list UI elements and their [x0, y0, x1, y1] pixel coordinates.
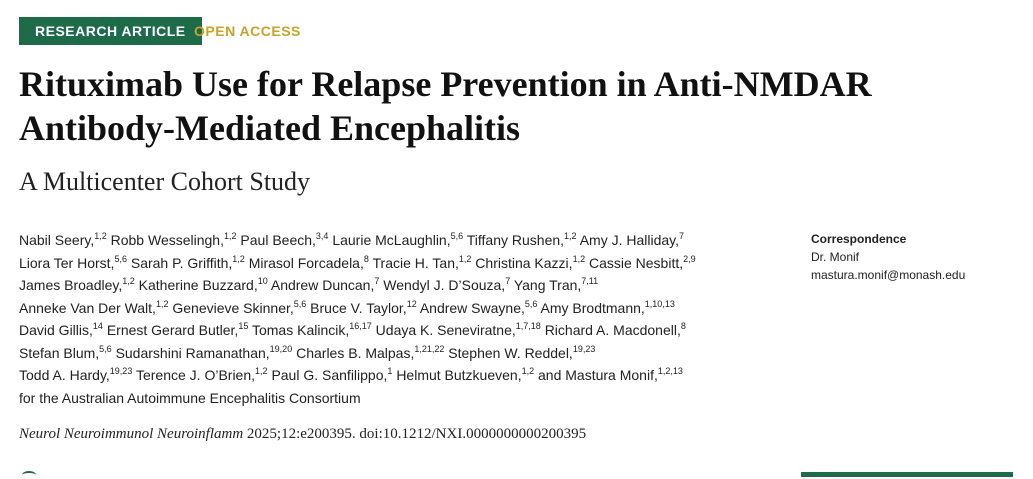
author[interactable]: Tiffany Rushen,$^{1,2}$ [466, 231, 577, 248]
author[interactable]: Katherine Buzzard,$^{10}$ [138, 276, 268, 293]
citation [19, 423, 586, 445]
author[interactable]: Charles B. Malpas,$^{1,21,22}$ [296, 343, 445, 361]
correspondence [811, 230, 1021, 284]
article-type-badge: RESEARCH ARTICLE [19, 17, 202, 45]
author[interactable]: Amy Brodtmann,$^{1,10,13}$ [540, 298, 675, 316]
author[interactable]: Liora Ter Horst,$^{5,6}$ [19, 253, 127, 271]
author-list [19, 229, 799, 409]
author[interactable]: Bruce V. Taylor,$^{12}$ [310, 298, 417, 316]
author[interactable]: Cassie Nesbitt,$^{2,9}$ [588, 253, 696, 271]
author[interactable]: Richard A. Macdonell,$^8$ [544, 321, 686, 338]
author[interactable]: Ernest Gerard Butler,$^{15}$ [106, 321, 249, 338]
author[interactable]: Sarah P. Griffith,$^{1,2}$ [130, 253, 245, 271]
leaf-icon [22, 471, 36, 479]
author[interactable]: Stephen W. Reddel,$^{19,23}$ [448, 343, 596, 361]
author[interactable]: Yang Tran,$^{7,11}$ [513, 276, 599, 293]
author[interactable]: Anneke Van Der Walt,$^{1,2}$ [19, 298, 169, 316]
correspondence-name: Dr. Monif [811, 250, 860, 264]
author[interactable]: Wendyl J. D’Souza,$^7$ [383, 276, 511, 293]
author[interactable]: Genevieve Skinner,$^{5,6}$ [172, 298, 307, 316]
author[interactable]: Stefan Blum,$^{5,6}$ [19, 343, 112, 361]
consortium: for the Australian Autoimmune Encephalitis Consortium [19, 389, 361, 406]
article-subtitle: A Multicenter Cohort Study [19, 167, 311, 196]
author[interactable]: Terence J. O’Brien,$^{1,2}$ [135, 366, 268, 383]
author[interactable]: Christina Kazzi,$^{1,2}$ [475, 253, 586, 271]
author[interactable]: David Gillis,$^{14}$ [19, 321, 103, 338]
author[interactable]: Mirasol Forcadela,$^8$ [248, 253, 369, 271]
author[interactable]: Helmut Butzkueven,$^{1,2}$ [396, 366, 535, 383]
author[interactable]: Andrew Swayne,$^{5,6}$ [419, 298, 538, 316]
author[interactable]: Tomas Kalincik,$^{16,17}$ [251, 321, 372, 338]
author[interactable]: Paul Beech,$^{3,4}$ [240, 231, 329, 248]
author[interactable]: James Broadley,$^{1,2}$ [19, 276, 135, 293]
journal-name: Neurol Neuroimmunol Neuroinflamm [19, 426, 244, 442]
open-access-label: OPEN ACCESS [194, 23, 301, 39]
citation-details[interactable]: 2025;12:e200395. doi:10.1212/NXI.0000000000200395 [246, 426, 587, 442]
correspondence-email[interactable]: mastura.monif@monash.edu [811, 268, 966, 282]
author[interactable]: Sudarshini Ramanathan,$^{19,20}$ [115, 343, 293, 361]
author[interactable]: Andrew Duncan,$^7$ [270, 276, 380, 293]
green-accent-bar [801, 472, 1013, 477]
article-title: Rituximab Use for Relapse Prevention in Anti-NMDAR Antibody-Mediated Encephalitis [19, 64, 872, 148]
author[interactable]: and Mastura Monif,$^{1,2,13}$ [538, 366, 683, 383]
correspondence-heading: Correspondence [811, 232, 907, 246]
author[interactable]: Laurie McLaughlin,$^{5,6}$ [332, 231, 464, 248]
author[interactable]: Todd A. Hardy,$^{19,23}$ [19, 366, 133, 383]
author[interactable]: Amy J. Halliday,$^7$ [579, 231, 685, 248]
author[interactable]: Nabil Seery,$^{1,2}$ [19, 231, 107, 248]
author[interactable]: Robb Wesselingh,$^{1,2}$ [110, 231, 237, 248]
author[interactable]: Tracie H. Tan,$^{1,2}$ [372, 253, 472, 271]
author[interactable]: Paul G. Sanfilippo,$^1$ [271, 366, 393, 383]
author[interactable]: Udaya K. Seneviratne,$^{1,7,18}$ [375, 321, 541, 338]
